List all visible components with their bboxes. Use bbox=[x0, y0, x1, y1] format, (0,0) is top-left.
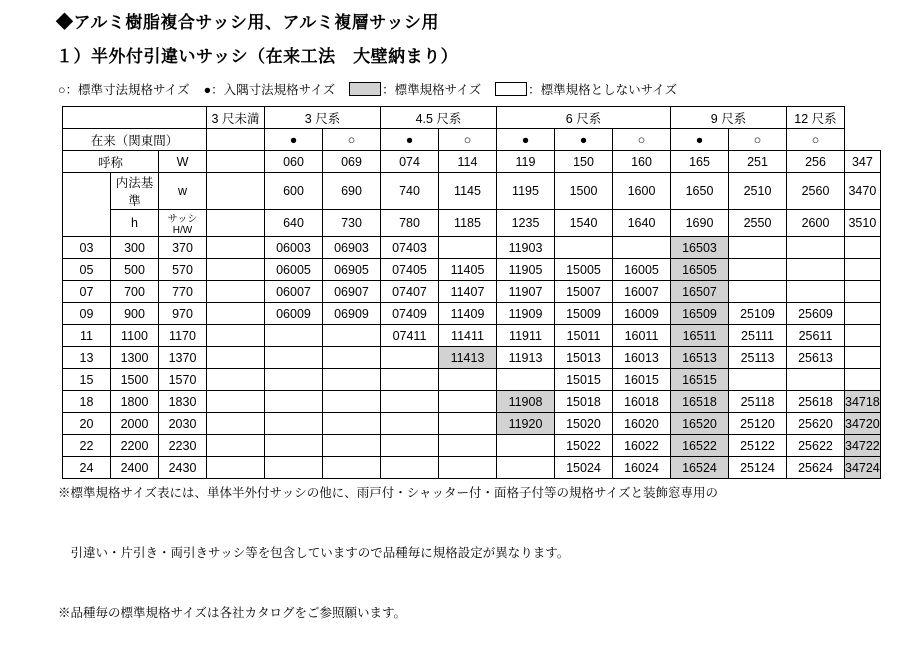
size-cell bbox=[207, 369, 265, 391]
size-cell: 16520 bbox=[671, 413, 729, 435]
gray-swatch-icon bbox=[349, 82, 381, 96]
size-cell: 16024 bbox=[613, 457, 671, 479]
row-h-code: 20 bbox=[63, 413, 111, 435]
table-row bbox=[63, 347, 881, 369]
notes bbox=[58, 443, 718, 663]
naiho-value-6: 1500 bbox=[555, 173, 613, 210]
sash-hw-label: サッシH/W bbox=[159, 210, 207, 237]
naiho-value-5: 1195 bbox=[497, 173, 555, 210]
size-cell: 25609 bbox=[787, 303, 845, 325]
row-h-code: 18 bbox=[63, 391, 111, 413]
size-cell: 16009 bbox=[613, 303, 671, 325]
row-sash-h: 970 bbox=[159, 303, 207, 325]
kosho-value-9: 251 bbox=[729, 151, 787, 173]
row-sash-h: 1830 bbox=[159, 391, 207, 413]
size-cell bbox=[845, 237, 881, 259]
size-cell: 25624 bbox=[787, 457, 845, 479]
size-cell: 15018 bbox=[555, 391, 613, 413]
size-cell: 11413 bbox=[439, 347, 497, 369]
size-cell bbox=[265, 369, 323, 391]
size-cell: 11903 bbox=[497, 237, 555, 259]
sash-value-4: 1185 bbox=[439, 210, 497, 237]
size-cell: 07407 bbox=[381, 281, 439, 303]
size-cell: 15011 bbox=[555, 325, 613, 347]
size-cell: 25113 bbox=[729, 347, 787, 369]
row-h-mm: 900 bbox=[111, 303, 159, 325]
size-cell bbox=[845, 281, 881, 303]
table-row bbox=[63, 391, 881, 413]
size-cell bbox=[207, 347, 265, 369]
row-h-mm: 1500 bbox=[111, 369, 159, 391]
size-cell bbox=[787, 281, 845, 303]
naiho-label: 内法基準 bbox=[111, 173, 159, 210]
size-cell bbox=[207, 281, 265, 303]
size-cell bbox=[207, 391, 265, 413]
size-cell bbox=[555, 237, 613, 259]
kosho-value-0 bbox=[207, 151, 265, 173]
sash-value-3: 780 bbox=[381, 210, 439, 237]
row-h-code: 24 bbox=[63, 457, 111, 479]
mark-10: ○ bbox=[787, 129, 845, 151]
row-h-mm: 2200 bbox=[111, 435, 159, 457]
legend-item-1: ○：標準寸法規格サイズ bbox=[58, 83, 190, 97]
naiho-value-8: 1650 bbox=[671, 173, 729, 210]
kosho-value-10: 256 bbox=[787, 151, 845, 173]
sash-value-11: 3510 bbox=[845, 210, 881, 237]
size-cell: 25124 bbox=[729, 457, 787, 479]
row-sash-h: 370 bbox=[159, 237, 207, 259]
size-cell: 25122 bbox=[729, 435, 787, 457]
size-cell: 11907 bbox=[497, 281, 555, 303]
group-header-1: 3 尺系 bbox=[265, 107, 381, 129]
size-cell: 25620 bbox=[787, 413, 845, 435]
row-sash-h: 2430 bbox=[159, 457, 207, 479]
size-cell: 25618 bbox=[787, 391, 845, 413]
size-cell bbox=[323, 325, 381, 347]
size-cell: 06909 bbox=[323, 303, 381, 325]
size-cell: 15024 bbox=[555, 457, 613, 479]
row-sash-h: 2230 bbox=[159, 435, 207, 457]
kosho-value-4: 114 bbox=[439, 151, 497, 173]
row-sash-h: 770 bbox=[159, 281, 207, 303]
size-cell: 25109 bbox=[729, 303, 787, 325]
table-row-marks bbox=[63, 129, 881, 151]
size-cell: 11909 bbox=[497, 303, 555, 325]
table-row bbox=[63, 281, 881, 303]
row-h-mm: 1300 bbox=[111, 347, 159, 369]
row-h-code: 22 bbox=[63, 435, 111, 457]
legend-item-4 bbox=[495, 80, 677, 98]
row-h-mm: 700 bbox=[111, 281, 159, 303]
row-h-mm: 2000 bbox=[111, 413, 159, 435]
size-cell bbox=[381, 413, 439, 435]
size-cell bbox=[323, 413, 381, 435]
sash-value-7: 1640 bbox=[613, 210, 671, 237]
white-swatch-icon bbox=[495, 82, 527, 96]
size-cell: 16513 bbox=[671, 347, 729, 369]
sash-value-1: 640 bbox=[265, 210, 323, 237]
size-cell: 16020 bbox=[613, 413, 671, 435]
size-cell: 11905 bbox=[497, 259, 555, 281]
group-header-0: 3 尺未満 bbox=[207, 107, 265, 129]
sash-value-8: 1690 bbox=[671, 210, 729, 237]
size-cell bbox=[729, 259, 787, 281]
size-cell: 07403 bbox=[381, 237, 439, 259]
size-cell bbox=[497, 369, 555, 391]
naiho-value-3: 740 bbox=[381, 173, 439, 210]
page-title-2: １）半外付引違いサッシ（在来工法 大壁納まり） bbox=[56, 47, 459, 66]
size-cell: 06903 bbox=[323, 237, 381, 259]
size-cell: 15005 bbox=[555, 259, 613, 281]
row-h-mm: 500 bbox=[111, 259, 159, 281]
row-h-mm: 300 bbox=[111, 237, 159, 259]
size-cell bbox=[439, 237, 497, 259]
mark-3: ● bbox=[381, 129, 439, 151]
size-cell: 06007 bbox=[265, 281, 323, 303]
row-h-code: 09 bbox=[63, 303, 111, 325]
kosho-w-label: W bbox=[159, 151, 207, 173]
size-cell: 25111 bbox=[729, 325, 787, 347]
group-header-4: 9 尺系 bbox=[671, 107, 787, 129]
size-cell bbox=[787, 369, 845, 391]
mark-6: ● bbox=[555, 129, 613, 151]
size-cell bbox=[207, 237, 265, 259]
size-cell bbox=[323, 347, 381, 369]
size-cell bbox=[729, 369, 787, 391]
naiho-value-2: 690 bbox=[323, 173, 381, 210]
size-cell: 06907 bbox=[323, 281, 381, 303]
size-cell: 16505 bbox=[671, 259, 729, 281]
legend-item-2: ●：入隅寸法規格サイズ bbox=[203, 83, 336, 97]
group-header-2: 4.5 尺系 bbox=[381, 107, 497, 129]
sash-value-5: 1235 bbox=[497, 210, 555, 237]
size-cell: 15013 bbox=[555, 347, 613, 369]
sash-value-0 bbox=[207, 210, 265, 237]
size-cell bbox=[787, 237, 845, 259]
h-sub-label: h bbox=[111, 210, 159, 237]
size-cell: 11920 bbox=[497, 413, 555, 435]
size-cell bbox=[323, 369, 381, 391]
naiho-value-4: 1145 bbox=[439, 173, 497, 210]
mark-7: ○ bbox=[613, 129, 671, 151]
size-cell: 16511 bbox=[671, 325, 729, 347]
size-cell: 25613 bbox=[787, 347, 845, 369]
size-cell bbox=[207, 303, 265, 325]
row-sash-h: 1170 bbox=[159, 325, 207, 347]
size-cell bbox=[845, 369, 881, 391]
size-cell bbox=[381, 369, 439, 391]
size-cell: 34724 bbox=[845, 457, 881, 479]
size-cell: 07411 bbox=[381, 325, 439, 347]
table-row bbox=[63, 303, 881, 325]
h-axis-label bbox=[63, 173, 111, 237]
size-cell: 16005 bbox=[613, 259, 671, 281]
size-cell: 16007 bbox=[613, 281, 671, 303]
size-cell: 25622 bbox=[787, 435, 845, 457]
size-cell bbox=[613, 237, 671, 259]
size-cell: 07405 bbox=[381, 259, 439, 281]
kosho-value-2: 069 bbox=[323, 151, 381, 173]
legend-item-3 bbox=[349, 80, 481, 98]
row-sash-h: 1570 bbox=[159, 369, 207, 391]
size-cell bbox=[439, 413, 497, 435]
size-cell bbox=[207, 413, 265, 435]
size-cell: 11409 bbox=[439, 303, 497, 325]
size-cell: 16013 bbox=[613, 347, 671, 369]
size-cell bbox=[265, 325, 323, 347]
mark-8: ● bbox=[671, 129, 729, 151]
size-cell bbox=[845, 259, 881, 281]
size-cell: 15022 bbox=[555, 435, 613, 457]
naiho-value-0 bbox=[207, 173, 265, 210]
row-h-mm: 2400 bbox=[111, 457, 159, 479]
mark-9: ○ bbox=[729, 129, 787, 151]
size-cell: 25118 bbox=[729, 391, 787, 413]
group-header-3: 6 尺系 bbox=[497, 107, 671, 129]
size-cell: 07409 bbox=[381, 303, 439, 325]
size-cell bbox=[207, 259, 265, 281]
row-h-code: 15 bbox=[63, 369, 111, 391]
size-cell bbox=[439, 391, 497, 413]
size-cell bbox=[787, 259, 845, 281]
size-cell: 06005 bbox=[265, 259, 323, 281]
naiho-value-9: 2510 bbox=[729, 173, 787, 210]
size-cell: 16507 bbox=[671, 281, 729, 303]
naiho-w-label: w bbox=[159, 173, 207, 210]
kosho-value-6: 150 bbox=[555, 151, 613, 173]
group-header-5: 12 尺系 bbox=[787, 107, 845, 129]
table-row bbox=[63, 237, 881, 259]
size-cell: 06905 bbox=[323, 259, 381, 281]
mark-2: ○ bbox=[323, 129, 381, 151]
size-table bbox=[62, 106, 881, 479]
size-cell: 16018 bbox=[613, 391, 671, 413]
size-cell bbox=[729, 237, 787, 259]
corner-cell bbox=[63, 107, 207, 129]
kosho-value-1: 060 bbox=[265, 151, 323, 173]
kosho-label: 呼称 bbox=[63, 151, 159, 173]
size-cell: 34722 bbox=[845, 435, 881, 457]
row-h-mm: 1800 bbox=[111, 391, 159, 413]
size-cell: 16509 bbox=[671, 303, 729, 325]
size-cell: 06003 bbox=[265, 237, 323, 259]
kosho-value-7: 160 bbox=[613, 151, 671, 173]
size-cell bbox=[207, 325, 265, 347]
table-row bbox=[63, 259, 881, 281]
naiho-value-11: 3470 bbox=[845, 173, 881, 210]
size-cell: 16524 bbox=[671, 457, 729, 479]
naiho-value-10: 2560 bbox=[787, 173, 845, 210]
size-cell: 15007 bbox=[555, 281, 613, 303]
size-cell bbox=[323, 391, 381, 413]
note-line-3: ※品種毎の標準規格サイズは各社カタログをご参照願います。 bbox=[58, 606, 407, 620]
size-cell bbox=[845, 347, 881, 369]
size-cell bbox=[729, 281, 787, 303]
row-sash-h: 570 bbox=[159, 259, 207, 281]
size-cell bbox=[265, 347, 323, 369]
size-cell: 11411 bbox=[439, 325, 497, 347]
naiho-value-1: 600 bbox=[265, 173, 323, 210]
row-h-code: 13 bbox=[63, 347, 111, 369]
size-cell: 16518 bbox=[671, 391, 729, 413]
kosho-value-8: 165 bbox=[671, 151, 729, 173]
size-cell: 11405 bbox=[439, 259, 497, 281]
mark-5: ● bbox=[497, 129, 555, 151]
size-cell: 16015 bbox=[613, 369, 671, 391]
size-cell: 16522 bbox=[671, 435, 729, 457]
kosho-value-5: 119 bbox=[497, 151, 555, 173]
size-cell: 25611 bbox=[787, 325, 845, 347]
size-cell: 11913 bbox=[497, 347, 555, 369]
table-row bbox=[63, 325, 881, 347]
row-h-code: 11 bbox=[63, 325, 111, 347]
kosho-value-11: 347 bbox=[845, 151, 881, 173]
size-cell: 34718 bbox=[845, 391, 881, 413]
page-title-1: ◆アルミ樹脂複合サッシ用、アルミ複層サッシ用 bbox=[56, 13, 439, 32]
note-line-2: 引違い・片引き・両引きサッシ等を包含していますので品種毎に規格設定が異なります。 bbox=[58, 546, 570, 560]
table-row-naiho bbox=[63, 173, 881, 210]
row-h-code: 07 bbox=[63, 281, 111, 303]
size-cell: 15009 bbox=[555, 303, 613, 325]
note-line-1: ※標準規格サイズ表には、単体半外付サッシの他に、雨戸付・シャッター付・面格子付等の規格サイズと装飾窓専用の bbox=[58, 486, 719, 500]
legend-item-3-label: ：標準規格サイズ bbox=[382, 83, 482, 97]
mark-1: ● bbox=[265, 129, 323, 151]
table-row bbox=[63, 369, 881, 391]
size-cell bbox=[845, 325, 881, 347]
row-sash-h: 2030 bbox=[159, 413, 207, 435]
size-cell: 16515 bbox=[671, 369, 729, 391]
size-cell: 11407 bbox=[439, 281, 497, 303]
mark-4: ○ bbox=[439, 129, 497, 151]
size-cell bbox=[265, 413, 323, 435]
size-cell: 11911 bbox=[497, 325, 555, 347]
size-cell bbox=[265, 391, 323, 413]
mark-0 bbox=[207, 129, 265, 151]
size-cell bbox=[381, 391, 439, 413]
legend bbox=[58, 80, 691, 98]
size-cell bbox=[381, 347, 439, 369]
table-row-kosho bbox=[63, 151, 881, 173]
size-cell bbox=[845, 303, 881, 325]
table-row-sash bbox=[63, 210, 881, 237]
sash-value-10: 2600 bbox=[787, 210, 845, 237]
size-cell: 06009 bbox=[265, 303, 323, 325]
size-cell bbox=[439, 369, 497, 391]
sash-value-6: 1540 bbox=[555, 210, 613, 237]
size-cell: 16011 bbox=[613, 325, 671, 347]
kosho-value-3: 074 bbox=[381, 151, 439, 173]
size-cell: 25120 bbox=[729, 413, 787, 435]
size-cell: 16503 bbox=[671, 237, 729, 259]
legend-item-4-label: ：標準規格としないサイズ bbox=[528, 83, 678, 97]
size-cell: 16022 bbox=[613, 435, 671, 457]
sash-value-2: 730 bbox=[323, 210, 381, 237]
size-cell: 15015 bbox=[555, 369, 613, 391]
size-cell: 11908 bbox=[497, 391, 555, 413]
zairai-label: 在来（関東間） bbox=[63, 129, 207, 151]
row-h-code: 05 bbox=[63, 259, 111, 281]
row-sash-h: 1370 bbox=[159, 347, 207, 369]
table-row bbox=[63, 413, 881, 435]
size-cell: 15020 bbox=[555, 413, 613, 435]
sash-value-9: 2550 bbox=[729, 210, 787, 237]
row-h-mm: 1100 bbox=[111, 325, 159, 347]
table-row-group-headers bbox=[63, 107, 881, 129]
row-h-code: 03 bbox=[63, 237, 111, 259]
size-cell: 34720 bbox=[845, 413, 881, 435]
naiho-value-7: 1600 bbox=[613, 173, 671, 210]
